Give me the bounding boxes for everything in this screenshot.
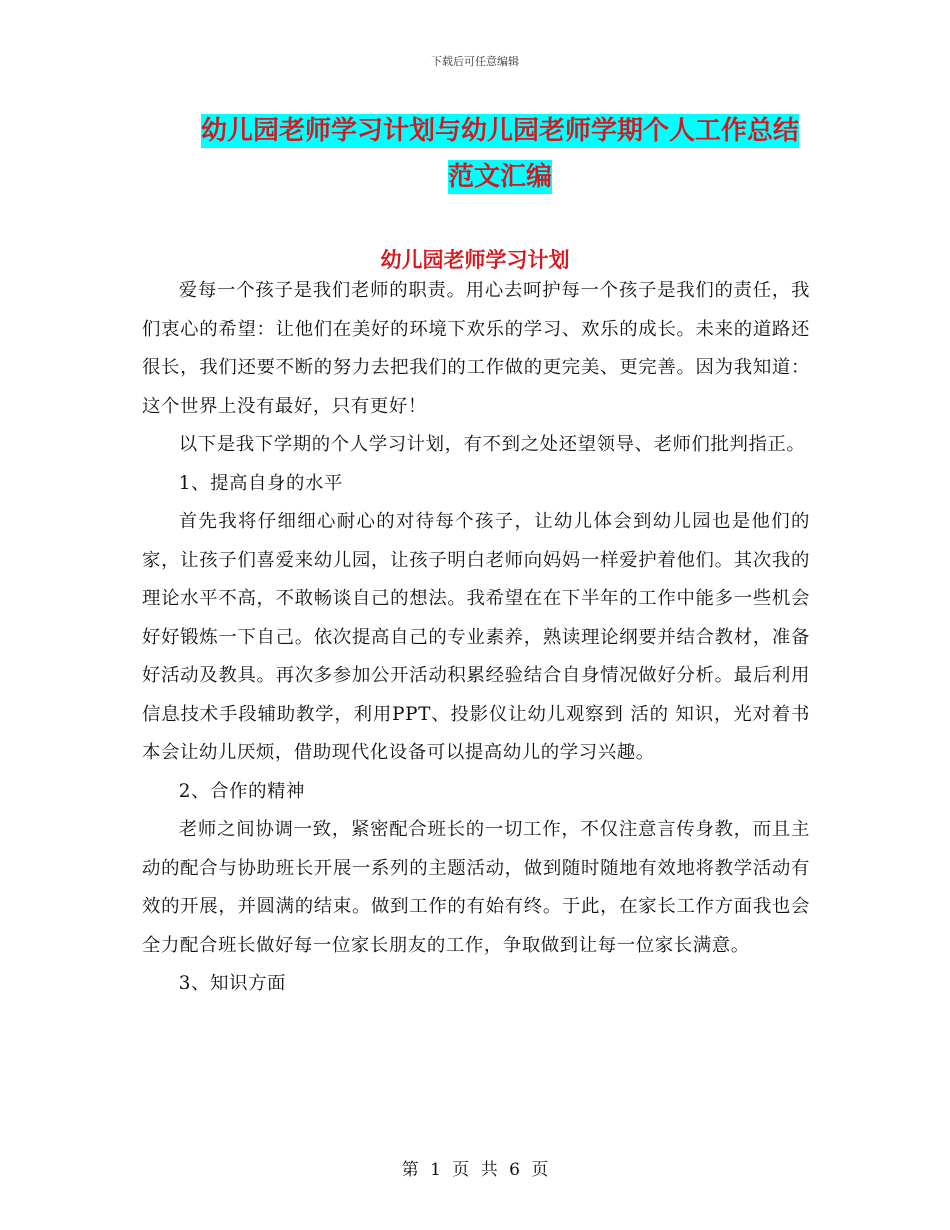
heading-knowledge: 3、知识方面 xyxy=(178,973,287,994)
section-title: 幼儿园老师学习计划 xyxy=(380,248,570,272)
paragraph-plan-note: 以下是我下学期的个人学习计划，有不到之处还望领导、老师们批判指正。 xyxy=(178,434,806,455)
paragraph-self-improvement: 首先我将仔细细心耐心的对待每个孩子，让幼儿体会到幼儿园也是他们的家，让孩子们喜爱来幼儿园，让孩子明白老师向妈妈一样爱护着他们。其次我的理论水平不高，不敢畅谈自己的想法。我希望在在下半年的工作中能多一些机会好好锻炼一下自己。依次提高自己的专业素养，熟读理论纲要并结合教材，准备好活动及教具。再次多参加公开活动积累经验结合自身情况做好分析。最后利用信息技术手段辅助教学，利用PPT、投影仪让幼儿观察到 活的 知识，光对着书本会让幼儿厌烦，借助现代化设备可以提高幼儿的学习兴趣。 xyxy=(142,511,810,763)
paragraph-intro: 爱每一个孩子是我们老师的职责。用心去呵护每一个孩子是我们的责任，我们衷心的希望：让他们在美好的环境下欢乐的学习、欢乐的成长。未来的道路还很长，我们还要不断的努力去把我们的工作做的更完美、更完善。因为我知道：这个世界上没有最好，只有更好！ xyxy=(142,280,810,417)
document-title-line-2: 范文汇编 xyxy=(447,162,552,192)
heading-self-improvement: 1、提高自身的水平 xyxy=(178,472,344,494)
document-title xyxy=(140,108,860,200)
paragraph-cooperation: 老师之间协调一致，紧密配合班长的一切工作，不仅注意言传身教，而且主动的配合与协助班长开展一系列的主题活动，做到随时随地有效地将教学活动有效的开展，并圆满的结束。做到工作的有始有终。于此，在家长工作方面我也会全力配合班长做好每一位家长朋友的工作，争取做到让每一位家长满意。 xyxy=(142,819,810,956)
heading-cooperation: 2、合作的精神 xyxy=(178,780,306,802)
document-title-line-1: 幼儿园老师学习计划与幼儿园老师学期个人工作总结 xyxy=(200,116,799,146)
header-note: 下载后可任意编辑 xyxy=(431,55,519,68)
body-text xyxy=(142,272,810,1004)
page-footer: 第 1 页 共 6 页 xyxy=(401,1160,549,1180)
